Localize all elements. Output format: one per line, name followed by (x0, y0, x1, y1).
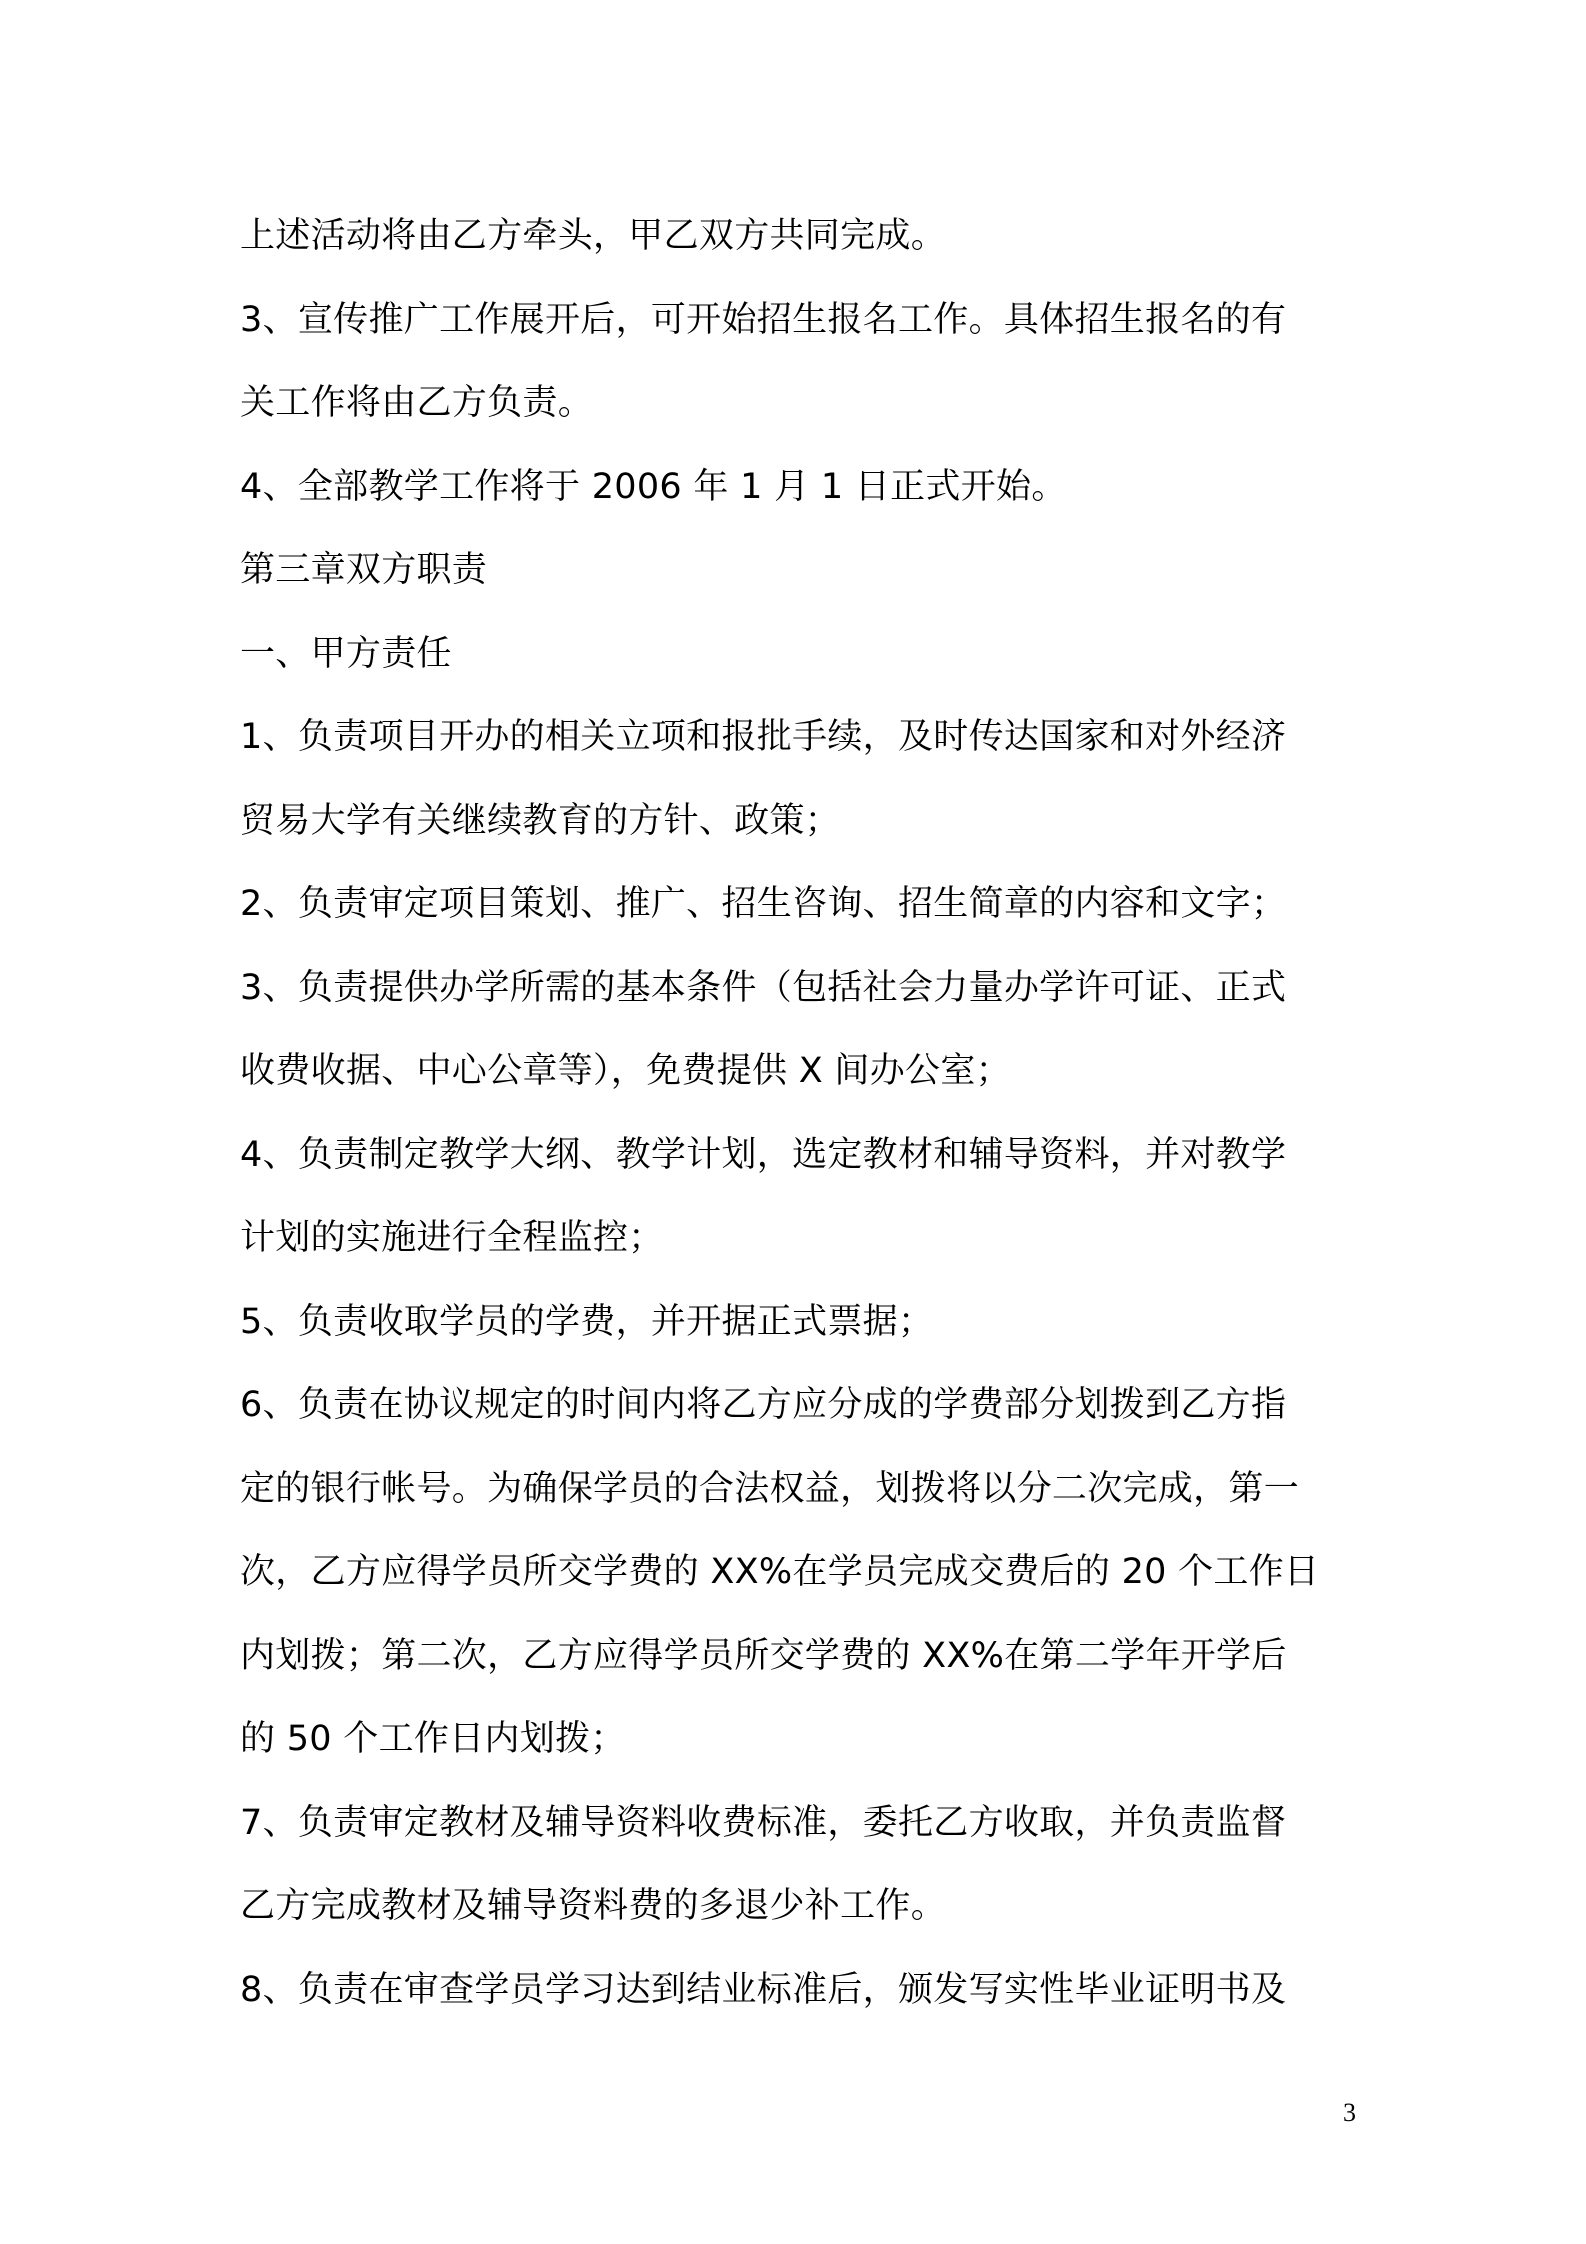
text-line-18: 内划拨；第二次，乙方应得学员所交学费的 XX%在第二学年开学后 (240, 1635, 1287, 1676)
text-line-16: 定的银行帐号。为确保学员的合法权益，划拨将以分二次完成，第一 (240, 1468, 1300, 1509)
body-text (240, 195, 1360, 2032)
text-line-8: 贸易大学有关继续教育的方针、政策； (240, 800, 841, 841)
text-line-9: 2、负责审定项目策划、推广、招生咨询、招生简章的内容和文字； (240, 884, 1287, 924)
text-line-22: 8、负责在审查学员学习达到结业标准后，颁发写实性毕业证明书及 (240, 1969, 1287, 2010)
text-line-21: 乙方完成教材及辅导资料费的多退少补工作。 (240, 1886, 947, 1926)
page-number: 3 (1343, 2098, 1356, 2127)
text-line-13: 计划的实施进行全程监控； (240, 1218, 664, 1258)
text-line-7: 1、负责项目开办的相关立项和报批手续，及时传达国家和对外经济 (240, 717, 1287, 757)
section-heading: 一、甲方责任 (240, 633, 452, 674)
text-line-3: 关工作将由乙方负责。 (240, 383, 594, 423)
text-line-20: 7、负责审定教材及辅导资料收费标准，委托乙方收取，并负责监督 (240, 1802, 1287, 1843)
text-line-2: 3、宣传推广工作展开后，可开始招生报名工作。具体招生报名的有 (240, 299, 1287, 340)
chapter-heading: 第三章双方职责 (240, 550, 488, 590)
text-line-1: 上述活动将由乙方牵头，甲乙双方共同完成。 (240, 216, 947, 256)
text-line-4: 4、全部教学工作将于 2006 年 1 月 1 日正式开始。 (240, 466, 1067, 507)
text-line-17: 次，乙方应得学员所交学费的 XX%在学员完成交费后的 20 个工作日 (240, 1552, 1320, 1592)
text-line-14: 5、负责收取学员的学费，并开据正式票据； (240, 1301, 934, 1342)
text-line-10: 3、负责提供办学所需的基本条件（包括社会力量办学许可证、正式 (240, 967, 1287, 1008)
text-line-11: 收费收据、中心公章等），免费提供 X 间办公室； (240, 1051, 1011, 1091)
text-line-15: 6、负责在协议规定的时间内将乙方应分成的学费部分划拨到乙方指 (240, 1385, 1287, 1425)
text-line-19: 的 50 个工作日内划拨； (240, 1719, 626, 1759)
text-line-12: 4、负责制定教学大纲、教学计划，选定教材和辅导资料，并对教学 (240, 1134, 1287, 1175)
